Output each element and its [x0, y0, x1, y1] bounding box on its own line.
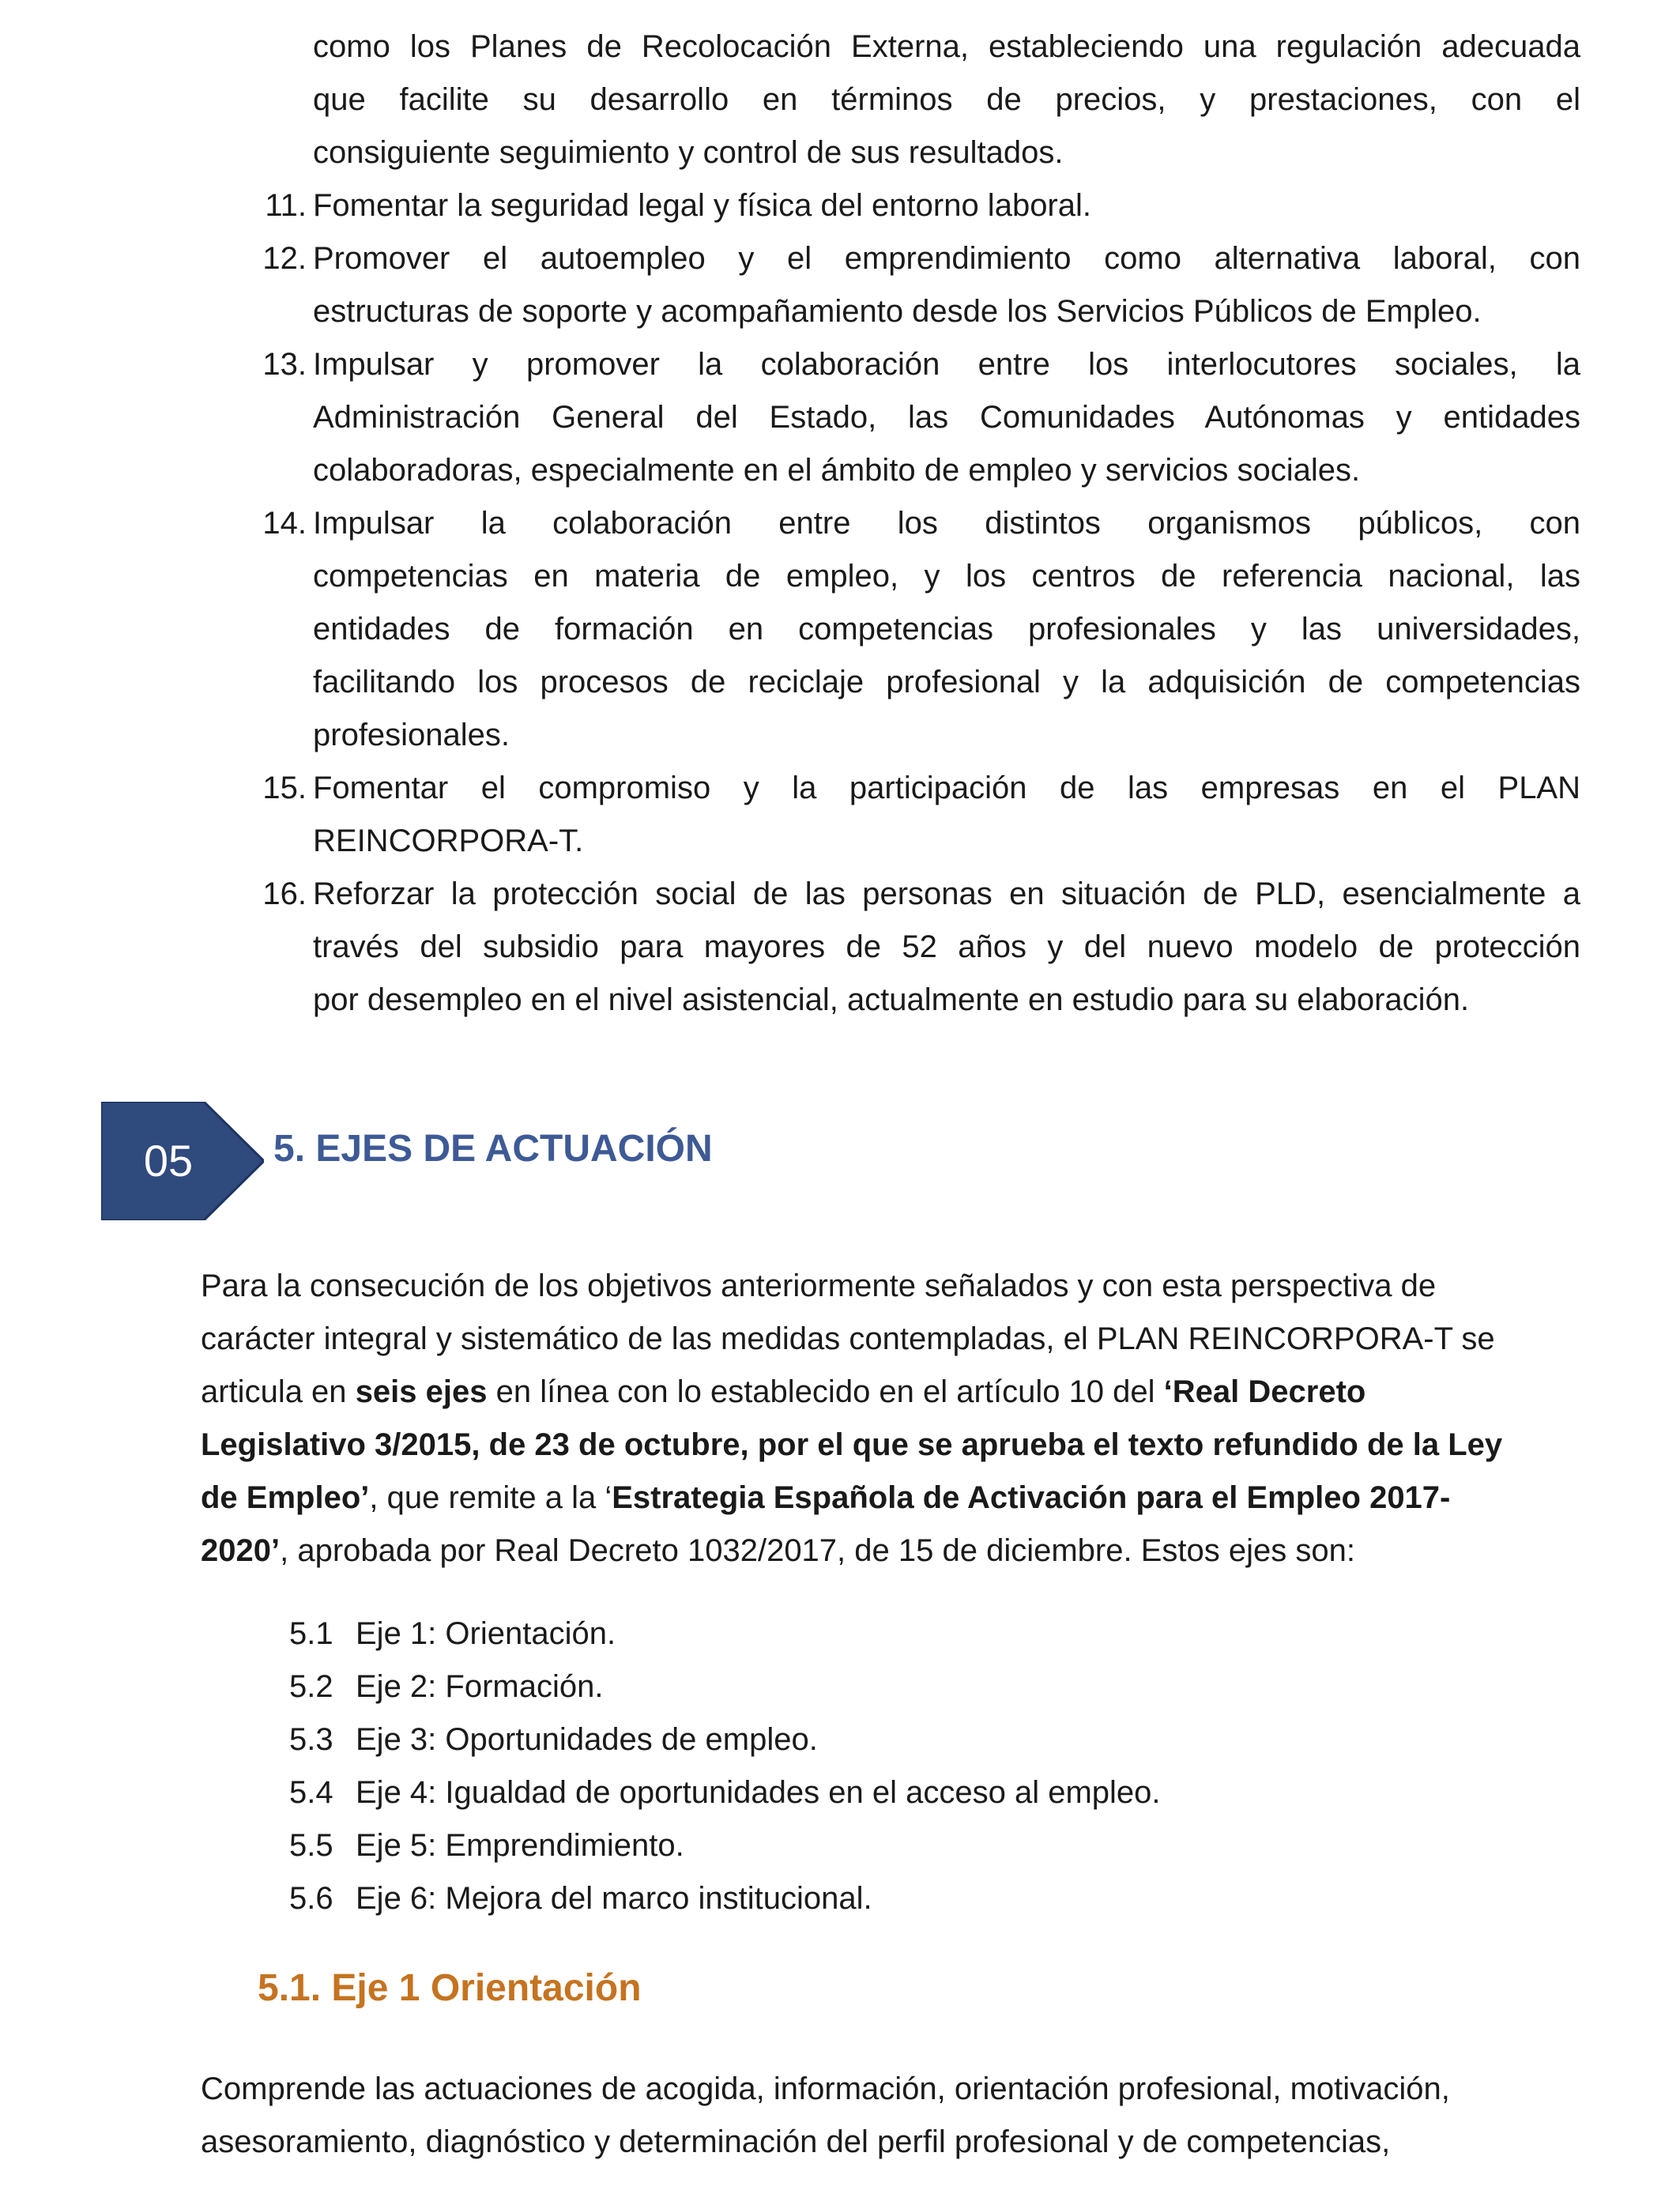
paragraph-line [201, 1366, 1580, 1419]
eje-item: Eje 1: Orientación. [356, 1616, 616, 1651]
paragraph-line [201, 1525, 1580, 1578]
list-item-line: través del subsidio para mayores de 52 años y del nuevo modelo de protección [313, 929, 1580, 964]
list-item-number: 11. [265, 188, 307, 223]
paragraph-line: Comprende las actuaciones de acogida, información, orientación profesional, motivación, [201, 2071, 1450, 2106]
list-item-line: que facilite su desarrollo en términos de precios, y prestaciones, con el [313, 82, 1580, 117]
list-item-number: 16. [262, 876, 307, 911]
eje-number: 5.5 [289, 1828, 333, 1863]
list-item-line: profesionales. [313, 718, 510, 752]
text-run: , que remite a la ‘ [369, 1480, 612, 1515]
text-run-bold: de Empleo’ [201, 1480, 370, 1515]
list-item-line: Promover el autoempleo y el emprendimiento como alternativa laboral, con [313, 241, 1580, 276]
eje-number: 5.3 [289, 1722, 333, 1757]
list-item-line: por desempleo en el nivel asistencial, actualmente en estudio para su elaboración. [313, 982, 1470, 1017]
eje-number: 5.6 [289, 1881, 333, 1916]
paragraph-line: Para la consecución de los objetivos anteriormente señalados y con esta perspectiva de [201, 1269, 1437, 1303]
list-item-line: facilitando los procesos de reciclaje profesional y la adquisición de competencias [313, 665, 1580, 699]
list-item-line: entidades de formación en competencias profesionales y las universidades, [313, 612, 1580, 647]
eje-number: 5.1 [289, 1616, 333, 1651]
section-number: 05 [143, 1136, 194, 1186]
eje-item: Eje 2: Formación. [356, 1669, 604, 1704]
eje-number: 5.2 [289, 1669, 333, 1704]
list-item-line: Impulsar y promover la colaboración entre los interlocutores sociales, la [313, 347, 1580, 382]
section-title: 5. EJES DE ACTUACIÓN [273, 1128, 713, 1170]
text-run: articula en [201, 1374, 347, 1409]
text-run: en línea con lo establecido en el artículo 10 del [495, 1374, 1155, 1409]
list-item-line: competencias en materia de empleo, y los centros de referencia nacional, las [313, 559, 1580, 594]
list-item-number: 12. [262, 241, 307, 276]
list-item-line: Reforzar la protección social de las personas en situación de PLD, esencialmente a [313, 876, 1580, 911]
eje-item: Eje 3: Oportunidades de empleo. [356, 1722, 818, 1757]
eje-item: Eje 4: Igualdad de oportunidades en el acceso al empleo. [356, 1775, 1161, 1810]
text-run-bold: 2020’ [201, 1533, 281, 1568]
text-run-bold: seis ejes [355, 1374, 488, 1409]
list-item-number: 14. [262, 506, 307, 541]
text-run-bold: Estrategia Española de Activación para el Empleo 2017- [612, 1480, 1451, 1515]
list-item-line: Administración General del Estado, las Comunidades Autónomas y entidades [313, 400, 1580, 435]
list-item-line: Impulsar la colaboración entre los distintos organismos públicos, con [313, 506, 1580, 541]
subsection-title: 5.1. Eje 1 Orientación [258, 1967, 642, 2009]
list-item-number: 15. [262, 771, 307, 805]
list-item-number: 13. [262, 347, 307, 382]
paragraph-line: carácter integral y sistemático de las medidas contempladas, el PLAN REINCORPORA-T se [201, 1321, 1495, 1356]
text-run-bold: ‘Real Decreto [1163, 1374, 1366, 1409]
eje-item: Eje 6: Mejora del marco institucional. [356, 1881, 872, 1916]
list-item-line: colaboradoras, especialmente en el ámbito de empleo y servicios sociales. [313, 453, 1361, 488]
paragraph-line [201, 1472, 1580, 1525]
paragraph-line: Legislativo 3/2015, de 23 de octubre, por el que se aprueba el texto refundido de la Ley [201, 1427, 1503, 1462]
text-run: , aprobada por Real Decreto 1032/2017, de 15 de diciembre. Estos ejes son: [280, 1533, 1355, 1568]
eje-number: 5.4 [289, 1775, 333, 1810]
list-item-line: REINCORPORA-T. [313, 824, 584, 858]
list-item-line: estructuras de soporte y acompañamiento desde los Servicios Públicos de Empleo. [313, 294, 1482, 329]
list-item-line: Fomentar el compromiso y la participación de las empresas en el PLAN [313, 771, 1580, 805]
eje-item: Eje 5: Emprendimiento. [356, 1828, 684, 1863]
paragraph-line: asesoramiento, diagnóstico y determinación del perfil profesional y de competencias, [201, 2124, 1391, 2159]
list-item-line: Fomentar la seguridad legal y física del entorno laboral. [313, 188, 1091, 223]
list-item-line: como los Planes de Recolocación Externa, estableciendo una regulación adecuada [313, 29, 1580, 64]
list-item-line: consiguiente seguimiento y control de sus resultados. [313, 135, 1064, 170]
